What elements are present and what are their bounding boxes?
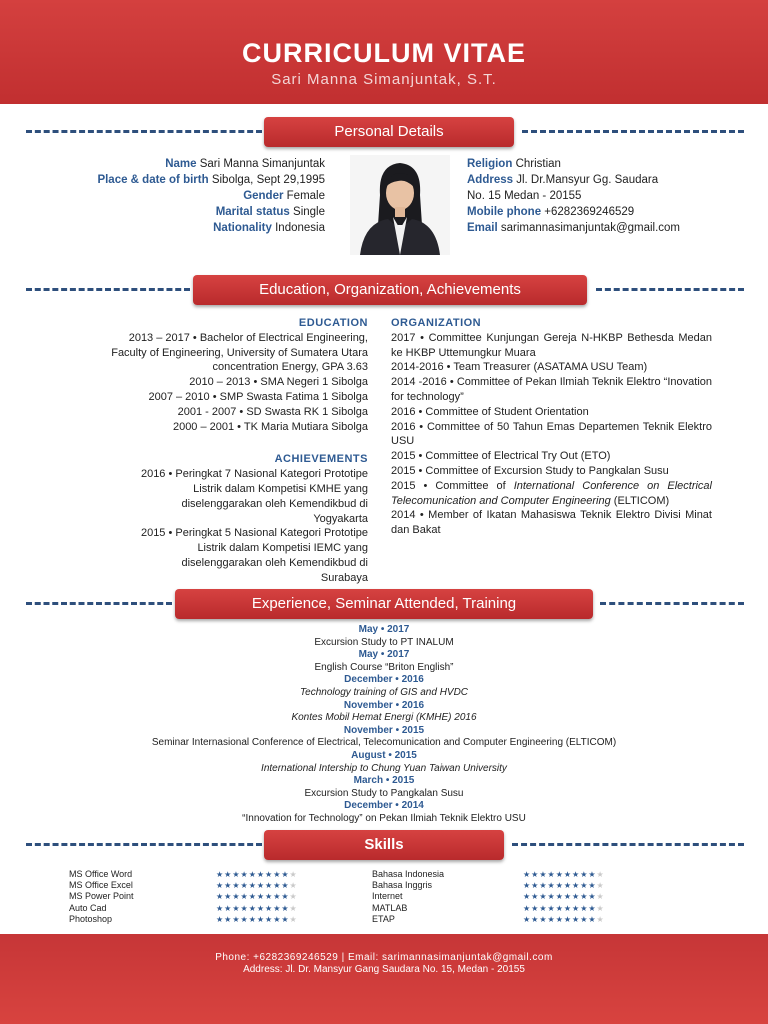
skills-right-names — [372, 869, 522, 925]
star-icon: ★ — [596, 892, 605, 902]
organization-item: 2014 -2016 • Committee of Pekan Ilmiah Teknik Elektro “Inovation for technology” — [391, 376, 712, 403]
star-icon: ★ — [265, 870, 274, 879]
star-icon: ★ — [256, 903, 266, 913]
skill-name: Bahasa Inggris — [372, 880, 433, 891]
star-icon: ★ — [289, 892, 298, 902]
person-portrait-icon — [350, 155, 450, 255]
star-icon: ★ — [256, 892, 266, 902]
star-icon: ★ — [563, 892, 573, 902]
star-icon: ★ — [273, 892, 282, 902]
star-icon: ★ — [563, 914, 573, 924]
skill-name: MATLAB — [372, 902, 408, 913]
star-icon: ★ — [240, 881, 249, 891]
star-icon: ★ — [248, 903, 257, 913]
experience-date: December • 2016 — [344, 674, 424, 686]
star-icon: ★ — [539, 903, 548, 913]
star-icon: ★ — [555, 903, 564, 913]
section-education-organization — [0, 275, 768, 305]
profile-photo — [350, 155, 450, 255]
section-title-personal: Personal Details — [264, 117, 514, 147]
star-icon: ★ — [563, 870, 573, 879]
page-title: CURRICULUM VITAE — [242, 38, 526, 68]
star-icon: ★ — [248, 870, 257, 879]
personal-name-row: Name Sari Manna Simanjuntak — [165, 158, 325, 170]
star-icon: ★ — [281, 903, 290, 913]
star-icon: ★ — [523, 881, 532, 891]
star-icon: ★ — [265, 881, 274, 891]
header-banner — [0, 0, 768, 104]
star-icon: ★ — [281, 870, 290, 879]
star-icon: ★ — [240, 903, 249, 913]
section-experience — [0, 589, 768, 619]
star-icon: ★ — [248, 914, 257, 924]
divider-dash-right — [596, 288, 744, 291]
skill-rating-stars — [216, 903, 336, 914]
achievement-item: Listrik dalam Kompetisi KMHE yang — [193, 482, 368, 495]
personal-details-left — [20, 156, 325, 236]
star-icon: ★ — [232, 914, 241, 924]
experience-date: March • 2015 — [353, 775, 415, 787]
star-icon: ★ — [240, 870, 249, 879]
star-icon: ★ — [232, 881, 241, 891]
star-icon: ★ — [580, 914, 589, 924]
achievement-item: Surabaya — [320, 571, 368, 584]
organization-column — [391, 316, 712, 538]
section-title-skills: Skills — [264, 830, 504, 860]
achievement-item: Yogyakarta — [313, 512, 368, 525]
star-icon: ★ — [273, 903, 282, 913]
skill-name: Photoshop — [69, 913, 113, 924]
personal-address-row: Address Jl. Dr.Mansyur Gg. Saudara — [467, 174, 659, 186]
star-icon: ★ — [588, 870, 597, 879]
skill-rating-stars — [523, 914, 643, 925]
skill-rating-stars — [523, 891, 643, 902]
star-icon: ★ — [289, 914, 298, 924]
star-icon: ★ — [596, 870, 605, 879]
experience-text: Excursion Study to PT INALUM — [314, 636, 454, 648]
star-icon: ★ — [265, 914, 274, 924]
achievement-item: 2016 • Peringkat 7 Nasional Kategori Prototipe — [140, 468, 368, 481]
star-icon: ★ — [248, 881, 257, 891]
star-icon: ★ — [563, 881, 573, 891]
star-icon: ★ — [588, 881, 597, 891]
star-icon: ★ — [240, 914, 249, 924]
star-icon: ★ — [580, 870, 589, 879]
star-icon: ★ — [547, 870, 556, 879]
personal-gender-row: Gender Female — [243, 190, 325, 202]
skill-name: MS Power Point — [69, 891, 134, 902]
experience-text: Excursion Study to Pangkalan Susu — [304, 787, 464, 799]
organization-item: 2017 • Committee Kunjungan Gereja N-HKBP Bethesda Medan ke HKBP Uttemungkur Muara — [391, 331, 712, 359]
organization-item: 2016 • Committee of Student Orientation — [391, 405, 589, 418]
experience-date: November • 2015 — [343, 724, 425, 736]
section-title-education: Education, Organization, Achievements — [193, 275, 587, 305]
star-icon: ★ — [232, 870, 241, 879]
star-icon: ★ — [265, 892, 274, 902]
education-item: 2001 - 2007 • SD Swasta RK 1 Sibolga — [177, 405, 368, 418]
star-icon: ★ — [273, 881, 282, 891]
star-icon: ★ — [572, 881, 581, 891]
star-icon: ★ — [539, 870, 548, 879]
divider-dash-right — [522, 130, 744, 133]
star-icon: ★ — [273, 914, 282, 924]
star-icon: ★ — [216, 892, 225, 902]
star-icon: ★ — [531, 892, 540, 902]
education-achievements-column — [20, 316, 368, 586]
skill-rating-stars — [523, 903, 643, 914]
personal-mobile-row: Mobile phone +6282369246529 — [467, 206, 635, 218]
education-item: concentration Energy, GPA 3.63 — [212, 361, 368, 374]
star-icon: ★ — [281, 892, 290, 902]
experience-date: May • 2017 — [358, 649, 410, 661]
star-icon: ★ — [523, 914, 532, 924]
organization-item: 2015 • Committee of Excursion Study to Pangkalan Susu — [391, 464, 669, 477]
skills-right-ratings — [523, 869, 643, 925]
star-icon: ★ — [281, 914, 290, 924]
experience-date: November • 2016 — [343, 699, 425, 711]
star-icon: ★ — [596, 903, 605, 913]
skill-name: Internet — [372, 891, 403, 902]
skill-name: MS Office Word — [69, 869, 133, 879]
star-icon: ★ — [572, 892, 581, 902]
personal-religion-row: Religion Christian — [467, 158, 561, 170]
divider-dash-left — [26, 288, 190, 291]
star-icon: ★ — [588, 903, 597, 913]
skill-name: MS Office Excel — [69, 880, 133, 891]
skill-rating-stars — [216, 891, 336, 902]
personal-nationality-row: Nationality Indonesia — [213, 222, 325, 234]
star-icon: ★ — [580, 881, 589, 891]
star-icon: ★ — [580, 903, 589, 913]
star-icon: ★ — [539, 914, 548, 924]
star-icon: ★ — [240, 892, 249, 902]
achievement-item: Listrik dalam Kompetisi IEMC yang — [197, 542, 368, 555]
skill-rating-stars — [216, 880, 336, 891]
star-icon: ★ — [531, 903, 540, 913]
divider-dash-left — [26, 130, 262, 133]
star-icon: ★ — [224, 892, 233, 902]
star-icon: ★ — [596, 914, 605, 924]
experience-date: May • 2017 — [358, 624, 410, 635]
organization-item: 2014-2016 • Team Treasurer (ASATAMA USU Team) — [391, 361, 648, 374]
experience-text: English Course “Briton English” — [314, 661, 454, 673]
personal-birth-row: Place & date of birth Sibolga, Sept 29,1995 — [97, 174, 325, 186]
page-subtitle: Sari Manna Simanjuntak, S.T. — [271, 71, 497, 88]
organization-item: 2015 • Committee of Electrical Try Out (ETO) — [391, 450, 611, 463]
skill-rating-stars — [523, 880, 643, 891]
experience-text: “Innovation for Technology” on Pekan Ilmiah Teknik Elektro USU — [242, 812, 526, 824]
star-icon: ★ — [256, 914, 266, 924]
star-icon: ★ — [216, 903, 225, 913]
star-icon: ★ — [281, 881, 290, 891]
divider-dash-left — [26, 843, 262, 846]
star-icon: ★ — [555, 914, 564, 924]
experience-date: December • 2014 — [344, 800, 424, 812]
divider-dash-left — [26, 602, 172, 605]
experience-text: International Intership to Chung Yuan Taiwan University — [261, 762, 507, 774]
star-icon: ★ — [248, 892, 257, 902]
star-icon: ★ — [289, 903, 298, 913]
star-icon: ★ — [555, 870, 564, 879]
personal-details-right — [467, 156, 757, 236]
skill-rating-stars — [216, 914, 336, 925]
skill-rating-stars — [523, 869, 643, 880]
star-icon: ★ — [273, 870, 282, 879]
achievements-heading: ACHIEVEMENTS — [274, 453, 368, 466]
footer-contact: Phone: +6282369246529 | Email: sarimannasimanjuntak@gmail.com — [215, 952, 553, 963]
experience-date: August • 2015 — [351, 749, 417, 761]
skill-rating-stars — [216, 869, 336, 880]
footer-address: Address: Jl. Dr. Mansyur Gang Saudara No. 15, Medan - 20155 — [243, 964, 525, 975]
star-icon: ★ — [531, 881, 540, 891]
star-icon: ★ — [547, 892, 556, 902]
organization-item: 2016 • Committee of 50 Tahun Emas Departemen Teknik Elektro USU — [391, 420, 712, 448]
star-icon: ★ — [232, 903, 241, 913]
star-icon: ★ — [256, 870, 266, 879]
star-icon: ★ — [523, 870, 532, 879]
star-icon: ★ — [523, 903, 532, 913]
star-icon: ★ — [256, 881, 266, 891]
star-icon: ★ — [289, 870, 298, 879]
star-icon: ★ — [555, 881, 564, 891]
personal-address-row-2: No. 15 Medan - 20155 — [467, 190, 582, 202]
star-icon: ★ — [224, 914, 233, 924]
star-icon: ★ — [580, 892, 589, 902]
star-icon: ★ — [216, 870, 225, 879]
education-item: 2013 – 2017 • Bachelor of Electrical Engineering, — [128, 331, 368, 344]
achievement-item: diselenggarakan oleh Kemendikbud di — [181, 556, 368, 569]
star-icon: ★ — [523, 892, 532, 902]
skills-left-names — [69, 869, 219, 925]
star-icon: ★ — [547, 914, 556, 924]
organization-item: 2014 • Member of Ikatan Mahasiswa Teknik Elektro Divisi Minat dan Bakat — [391, 509, 712, 537]
star-icon: ★ — [224, 870, 233, 879]
achievement-item: 2015 • Peringkat 5 Nasional Kategori Prototipe — [140, 527, 368, 540]
star-icon: ★ — [547, 881, 556, 891]
section-personal-details — [0, 117, 768, 147]
star-icon: ★ — [563, 903, 573, 913]
experience-text: Kontes Mobil Hemat Energi (KMHE) 2016 — [291, 712, 477, 724]
star-icon: ★ — [232, 892, 241, 902]
achievement-item: diselenggarakan oleh Kemendikbud di — [181, 497, 368, 510]
footer-banner — [0, 934, 768, 1024]
star-icon: ★ — [224, 881, 233, 891]
star-icon: ★ — [572, 903, 581, 913]
star-icon: ★ — [539, 892, 548, 902]
education-heading: EDUCATION — [298, 317, 368, 329]
star-icon: ★ — [216, 881, 225, 891]
personal-marital-row: Marital status Single — [215, 206, 325, 218]
education-item: 2010 – 2013 • SMA Negeri 1 Sibolga — [189, 376, 368, 389]
experience-list — [0, 624, 768, 826]
skill-name: Bahasa Indonesia — [372, 869, 445, 879]
star-icon: ★ — [588, 914, 597, 924]
education-item: 2000 – 2001 • TK Maria Mutiara Sibolga — [172, 420, 368, 433]
star-icon: ★ — [572, 914, 581, 924]
education-item: Faculty of Engineering, University of Sumatera Utara — [111, 346, 368, 359]
experience-text: Technology training of GIS and HVDC — [299, 686, 469, 698]
organization-heading: ORGANIZATION — [391, 317, 482, 329]
section-skills — [0, 830, 768, 860]
star-icon: ★ — [596, 881, 605, 891]
star-icon: ★ — [539, 881, 548, 891]
personal-email-row: Email sarimannasimanjuntak@gmail.com — [467, 222, 681, 234]
experience-text: Seminar Internasional Conference of Electrical, Telecomunication and Computer Engineering (ELTICOM) — [151, 737, 617, 749]
star-icon: ★ — [588, 892, 597, 902]
star-icon: ★ — [224, 903, 233, 913]
star-icon: ★ — [531, 914, 540, 924]
star-icon: ★ — [265, 903, 274, 913]
education-item: 2007 – 2010 • SMP Swasta Fatima 1 Sibolga — [148, 390, 368, 403]
star-icon: ★ — [547, 903, 556, 913]
organization-item-elticom: 2015 • Committee of International Conference on Electrical Telecomunication and Computer Engineering (ELTICOM) — [391, 479, 712, 507]
skill-name: Auto Cad — [69, 902, 107, 913]
star-icon: ★ — [289, 881, 298, 891]
divider-dash-right — [512, 843, 744, 846]
divider-dash-right — [600, 602, 744, 605]
skills-left-ratings — [216, 869, 336, 925]
skill-name: ETAP — [372, 913, 395, 924]
star-icon: ★ — [555, 892, 564, 902]
section-title-experience: Experience, Seminar Attended, Training — [175, 589, 593, 619]
star-icon: ★ — [216, 914, 225, 924]
star-icon: ★ — [531, 870, 540, 879]
star-icon: ★ — [572, 870, 581, 879]
